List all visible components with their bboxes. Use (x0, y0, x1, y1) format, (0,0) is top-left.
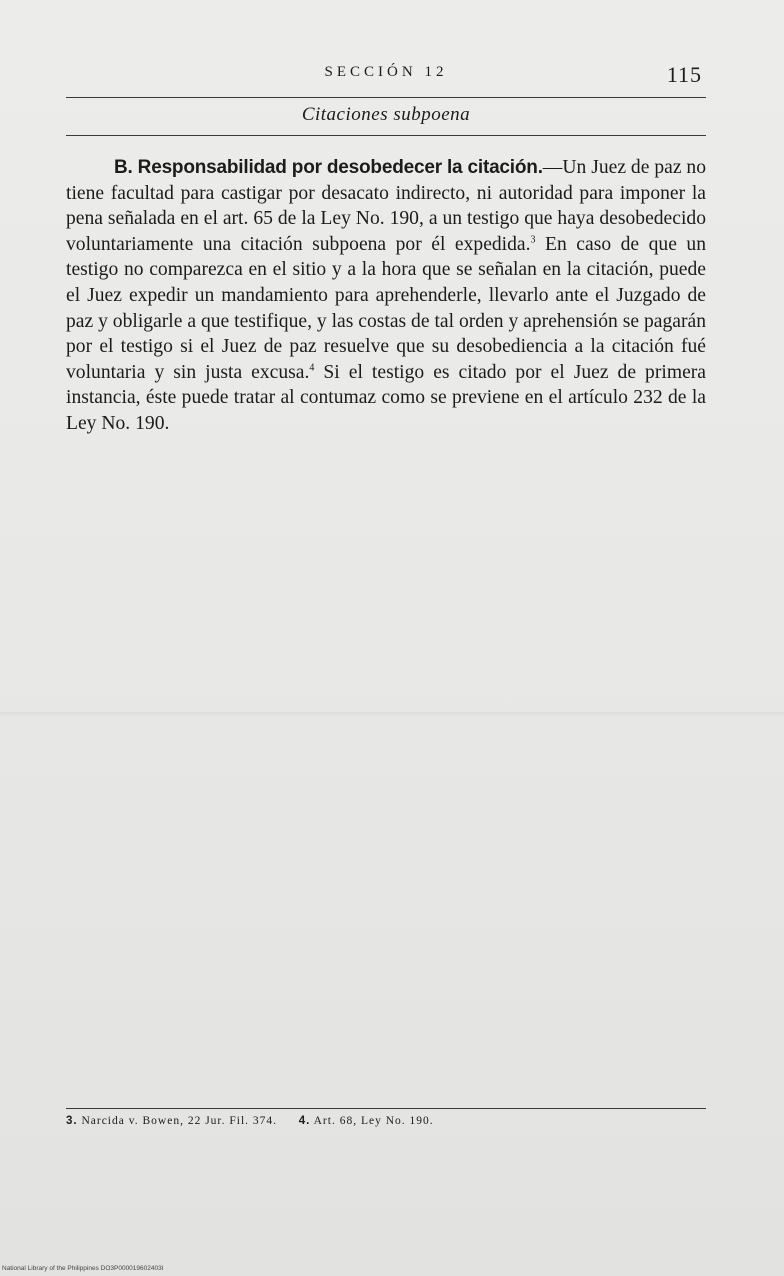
footnote-ref-3: 3 (530, 234, 536, 246)
footnote-text-3: Narcida v. Bowen, 22 Jur. Fil. 374. (81, 1115, 278, 1127)
footnote-rule (66, 1108, 706, 1109)
footnote-text-4: Art. 68, Ley No. 190. (313, 1115, 434, 1127)
paragraph-text-2: En caso de que un testigo no comparezca en el sitio y a la hora que se señalan en la citación, puede el Juez expedir un mandamiento para aprehenderle, llevarlo ante el Juzgado de paz y obligarle a que testifique, y las costas de tal orden y aprehensión se pagarán por el testigo si el Juez de paz resuelve que su desobediencia a la citación fué voluntaria y sin justa excusa. (66, 233, 707, 383)
page-number: 115 (666, 62, 702, 87)
body-paragraph (66, 155, 706, 437)
body-paragraph-block (66, 155, 706, 437)
paragraph-text-3: Si el testigo es citado por el Juez de primera instancia, éste puede tratar al contumaz como se previene en el artículo 232 de la Ley No. 190. (66, 361, 706, 434)
footnote-number-4: 4. (298, 1115, 311, 1127)
footnote-ref-4: 4 (309, 362, 315, 374)
running-head: SECCIÓN 12 (324, 64, 448, 80)
footnote-number-3: 3. (66, 1115, 78, 1127)
library-watermark: National Library of the Philippines DO3P000019602403I (2, 1265, 164, 1272)
page-fold-shadow (0, 712, 784, 718)
paragraph-text-1: —Un Juez de paz no tiene facultad para castigar por desacato indirecto, ni autoridad para imponer la pena señalada en el art. 65 de la Ley No. 190, a un testigo que haya desobedecido voluntariamente una citación subpoena por él expedida. (66, 157, 707, 255)
header-rule-top (66, 97, 706, 98)
section-subtitle: Citaciones subpoena (301, 104, 471, 125)
header-rule-bottom (66, 135, 706, 136)
paragraph-heading: B. Responsabilidad por desobedecer la citación. (114, 157, 543, 178)
footnotes (66, 1115, 706, 1127)
page-header (66, 62, 706, 94)
